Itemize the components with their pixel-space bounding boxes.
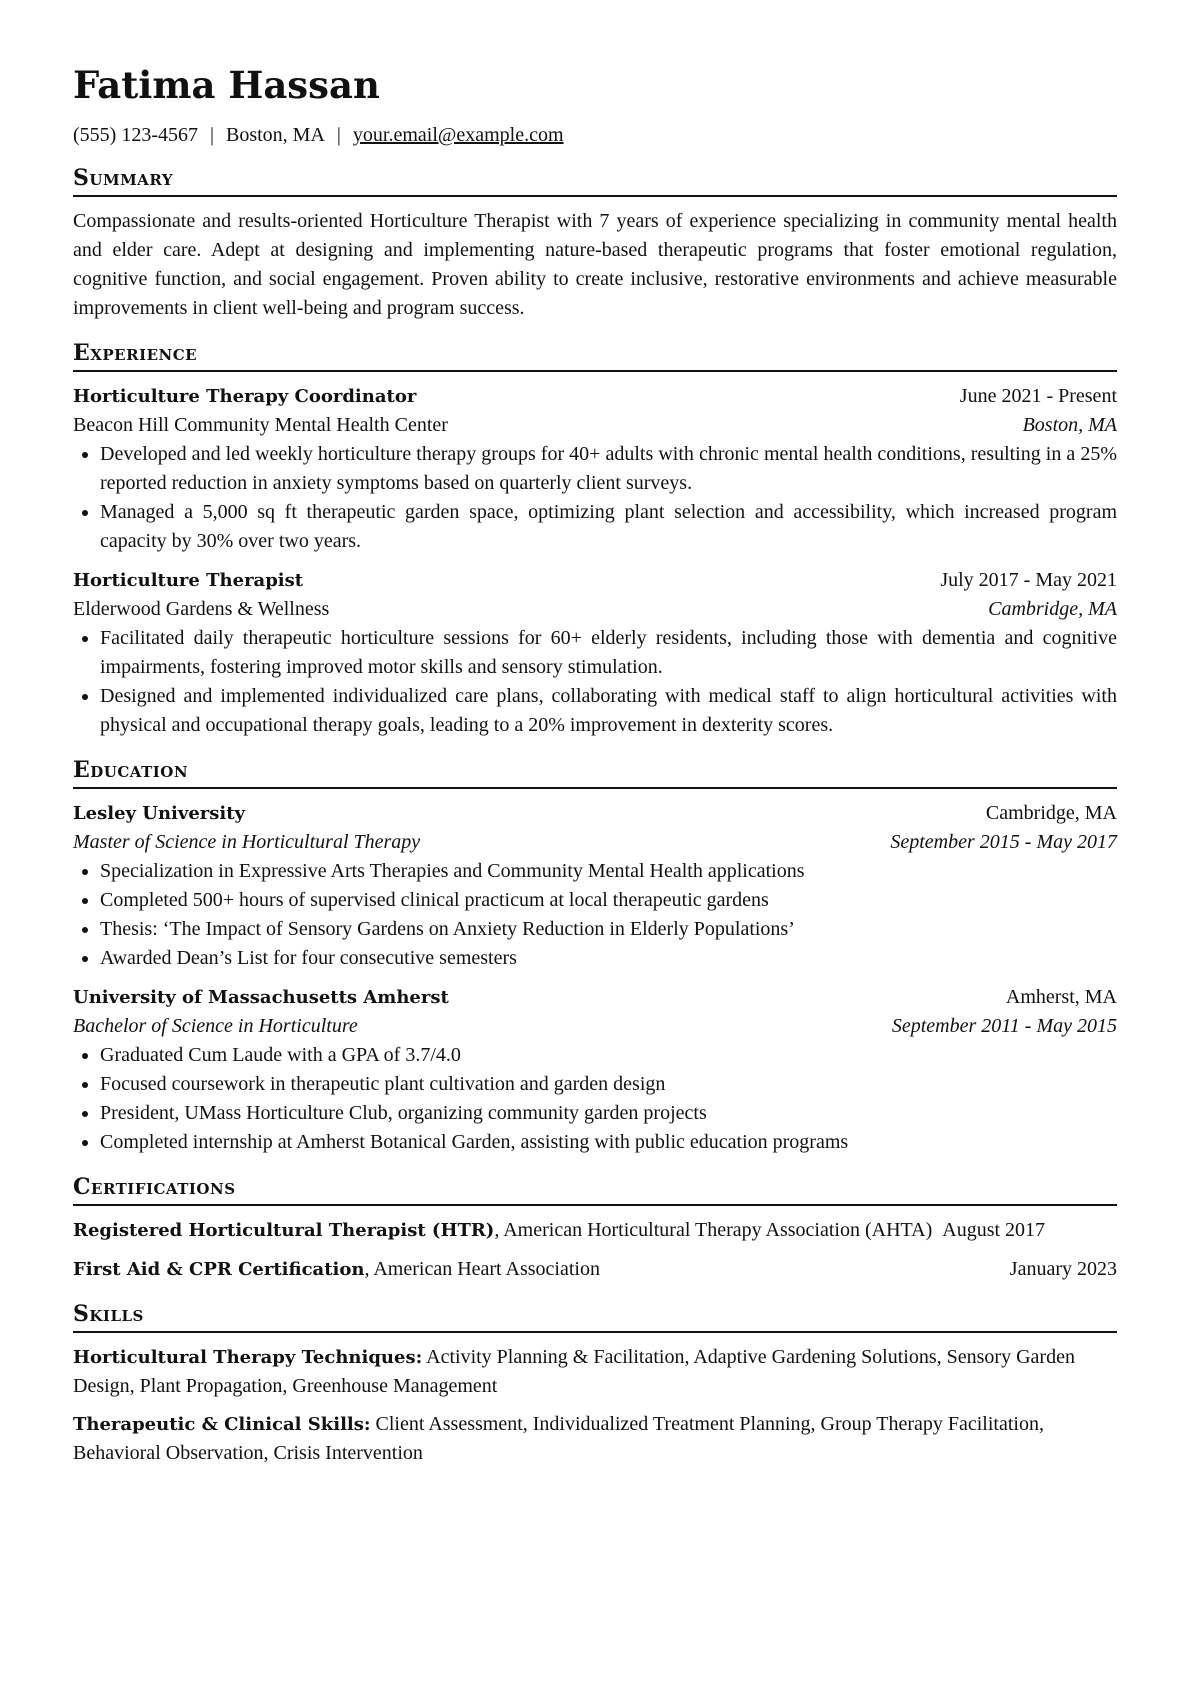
employer: Beacon Hill Community Mental Health Center [73, 414, 448, 436]
contact-line [73, 122, 1117, 148]
section-title-education: Education [73, 756, 1117, 789]
experience-entry [73, 566, 1117, 740]
certification-issuer: , American Horticultural Therapy Association (AHTA) [494, 1219, 933, 1241]
certification-date: August 2017 [942, 1219, 1046, 1241]
list-item: • Designed and implemented individualized care plans, collaborating with medical staff to align horticultural activities with physical and occupational therapy goals, leading to a 20% improvement in dexterity scores. [100, 682, 1117, 740]
experience-entry [73, 382, 1117, 556]
candidate-name: Fatima Hassan [73, 63, 380, 107]
skill-group [73, 1343, 1117, 1401]
section-title-experience: Experience [73, 339, 1117, 372]
job-dates: July 2017 - May 2021 [940, 569, 1117, 591]
certification-name: Registered Horticultural Therapist (HTR) [73, 1220, 495, 1241]
section-title-certifications: Certifications [73, 1173, 1117, 1206]
job-title: Horticulture Therapist [73, 570, 304, 591]
job-dates: June 2021 - Present [959, 385, 1117, 407]
certification-issuer: , American Heart Association [364, 1258, 600, 1280]
list-item: • President, UMass Horticulture Club, organizing community garden projects [100, 1099, 1117, 1128]
section-title-skills: Skills [73, 1300, 1117, 1333]
school-location: Cambridge, MA [985, 802, 1117, 824]
list-item: • Managed a 5,000 sq ft therapeutic garden space, optimizing plant selection and accessibility, which increased program capacity by 30% over two years. [100, 498, 1117, 556]
skill-group [73, 1410, 1117, 1468]
job-bullets [73, 440, 1117, 556]
school-location: Amherst, MA [1005, 986, 1117, 1008]
education-dates: September 2011 - May 2015 [891, 1015, 1117, 1037]
list-item: • Graduated Cum Laude with a GPA of 3.7/4.0 [100, 1041, 1117, 1070]
school-name: Lesley University [73, 803, 246, 824]
email-link[interactable]: your.email@example.com [352, 124, 564, 146]
section-title-summary: Summary [73, 164, 1117, 197]
contact-separator: | [209, 124, 214, 146]
education-entry [73, 799, 1117, 973]
certification-item [73, 1255, 1117, 1284]
education-dates: September 2015 - May 2017 [890, 831, 1117, 853]
education-bullets [73, 1041, 1117, 1157]
job-bullets [73, 624, 1117, 740]
skill-group-items: Activity Planning & Facilitation, Adaptive Gardening Solutions, Sensory Garden Design, Plant Propagation, Greenhouse Management [73, 1346, 1075, 1397]
education-bullets [73, 857, 1117, 973]
list-item: • Completed internship at Amherst Botanical Garden, assisting with public education programs [100, 1128, 1117, 1157]
school-name: University of Massachusetts Amherst [73, 987, 449, 1008]
degree: Master of Science in Horticultural Therapy [73, 831, 421, 853]
location: Boston, MA [226, 124, 325, 146]
skill-group-label: Horticultural Therapy Techniques: [73, 1347, 423, 1368]
list-item: • Focused coursework in therapeutic plant cultivation and garden design [100, 1070, 1117, 1099]
phone-number: (555) 123-4567 [73, 124, 198, 146]
certification-date: January 2023 [1009, 1258, 1117, 1280]
list-item: • Facilitated daily therapeutic horticulture sessions for 60+ elderly residents, including those with dementia and cognitive impairments, fostering improved motor skills and sensory stimulation. [100, 624, 1117, 682]
job-title: Horticulture Therapy Coordinator [73, 386, 417, 407]
list-item: • Developed and led weekly horticulture therapy groups for 40+ adults with chronic mental health conditions, resulting in a 25% reported reduction in anxiety symptoms based on quarterly client surveys. [100, 440, 1117, 498]
list-item: • Specialization in Expressive Arts Therapies and Community Mental Health applications [100, 857, 1117, 886]
list-item: • Thesis: ‘The Impact of Sensory Gardens on Anxiety Reduction in Elderly Populations’ [100, 915, 1117, 944]
skill-group-items: Client Assessment, Individualized Treatment Planning, Group Therapy Facilitation, Behavioral Observation, Crisis Intervention [73, 1413, 1044, 1464]
skill-group-label: Therapeutic & Clinical Skills: [73, 1414, 371, 1435]
list-item: • Completed 500+ hours of supervised clinical practicum at local therapeutic gardens [100, 886, 1117, 915]
contact-separator: | [336, 124, 341, 146]
certification-name: First Aid & CPR Certification [73, 1259, 365, 1280]
education-entry [73, 983, 1117, 1157]
job-location: Boston, MA [1022, 414, 1117, 436]
list-item: • Awarded Dean’s List for four consecutive semesters [100, 944, 1117, 973]
job-location: Cambridge, MA [988, 598, 1117, 620]
degree: Bachelor of Science in Horticulture [73, 1015, 358, 1037]
certification-item [73, 1216, 1117, 1245]
summary-text: Compassionate and results-oriented Horticulture Therapist with 7 years of experience specializing in community mental health and elder care. Adept at designing and implementing nature-based therapeutic programs that foster emotional regulation, cognitive function, and social engagement. Proven ability to create inclusive, restorative environments and achieve measurable improvements in client well-being and program success. [73, 210, 1117, 319]
employer: Elderwood Gardens & Wellness [73, 598, 330, 620]
